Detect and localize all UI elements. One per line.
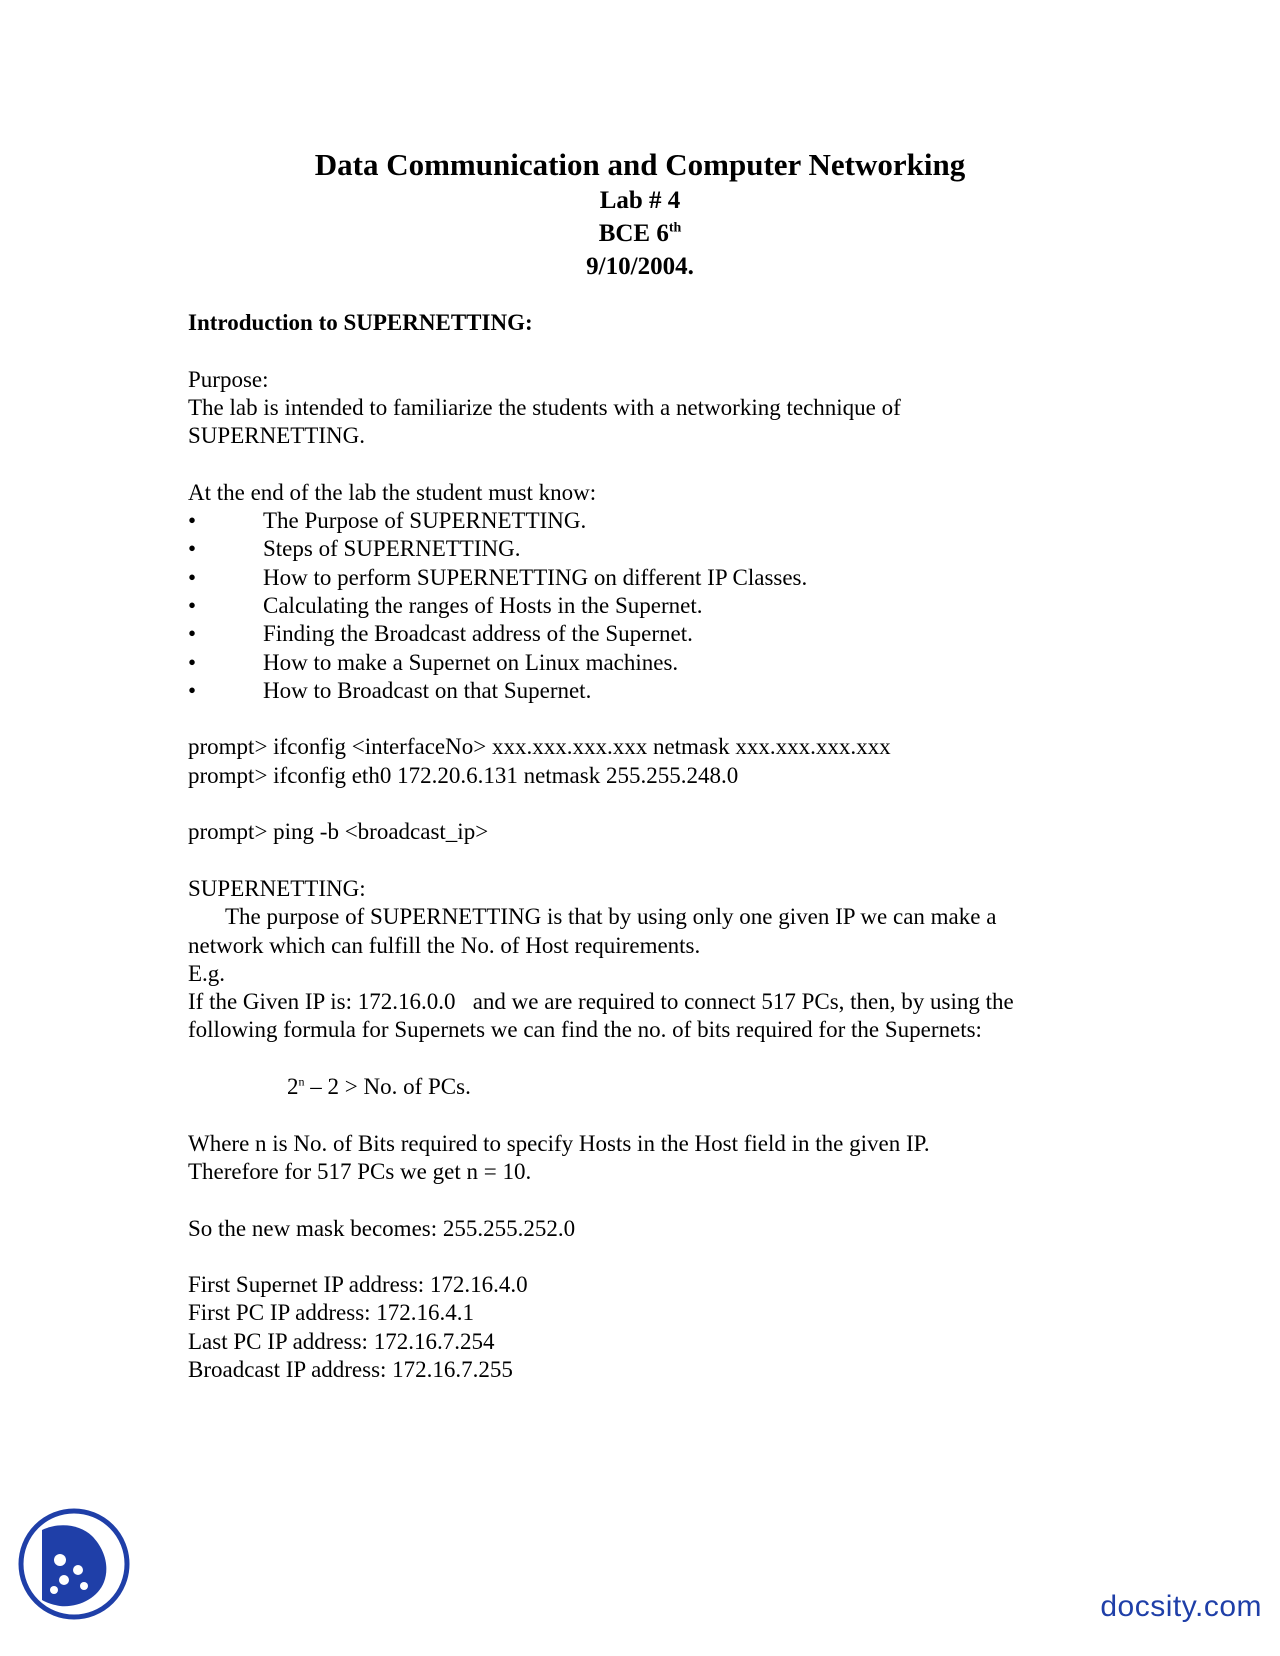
- supernetting-label: SUPERNETTING:: [188, 875, 366, 901]
- explanation-line: Where n is No. of Bits required to specify Hosts in the Host field in the given IP.: [188, 1130, 930, 1156]
- docsity-logo-icon: [18, 1508, 130, 1620]
- bullet-icon: •: [188, 564, 197, 590]
- bullet-icon: •: [188, 508, 197, 534]
- lab-number: Lab # 4: [599, 187, 681, 214]
- example-label: E.g.: [188, 960, 226, 986]
- course-superscript: th: [668, 220, 682, 236]
- objectives-lead: At the end of the lab the student must know:: [188, 479, 597, 505]
- docsity-brand-link[interactable]: docsity.com: [1100, 1590, 1262, 1623]
- objective-item: [188, 535, 1108, 563]
- objective-item: [188, 564, 1108, 592]
- spacer: [188, 1045, 1108, 1073]
- spacer: [188, 1243, 1108, 1271]
- objective-text: Finding the Broadcast address of the Supernet.: [263, 621, 693, 647]
- document-title: Data Communication and Computer Networking: [314, 147, 966, 182]
- spacer: [188, 450, 1108, 478]
- objective-item: [188, 592, 1108, 620]
- example-text-line: following formula for Supernets we can find the no. of bits required for the Supernets:: [188, 1017, 982, 1043]
- supernet-formula: [188, 1073, 1108, 1101]
- bullet-icon: •: [188, 592, 197, 618]
- objective-item: [188, 677, 1108, 705]
- document-header: [0, 146, 1280, 283]
- bullet-icon: •: [188, 536, 197, 562]
- objective-text: Steps of SUPERNETTING.: [263, 536, 521, 562]
- spacer: [188, 847, 1108, 875]
- explanation-line: Therefore for 517 PCs we get n = 10.: [188, 1158, 532, 1184]
- objective-text: How to make a Supernet on Linux machines.: [263, 649, 679, 675]
- supernetting-paragraph-line: The purpose of SUPERNETTING is that by using only one given IP we can make a: [225, 904, 997, 930]
- course-code: [0, 217, 1280, 250]
- example-text-line: If the Given IP is: 172.16.0.0 and we are required to connect 517 PCs, then, by using the: [188, 989, 1014, 1015]
- first-supernet-line: First Supernet IP address: 172.16.4.0: [188, 1272, 528, 1298]
- purpose-label: Purpose:: [188, 366, 269, 392]
- bullet-icon: •: [188, 621, 197, 647]
- objective-text: How to perform SUPERNETTING on different IP Classes.: [263, 564, 808, 590]
- spacer: [188, 337, 1108, 365]
- spacer: [188, 1186, 1108, 1214]
- objective-item: [188, 649, 1108, 677]
- ping-command: prompt> ping -b <broadcast_ip>: [188, 819, 489, 845]
- formula-rest: – 2 > No. of PCs.: [304, 1074, 471, 1100]
- ifconfig-example-command: prompt> ifconfig eth0 172.20.6.131 netmask 255.255.248.0: [188, 762, 739, 788]
- broadcast-line: Broadcast IP address: 172.16.7.255: [188, 1356, 513, 1382]
- new-mask-line: So the new mask becomes: 255.255.252.0: [188, 1215, 576, 1241]
- formula-exponent: n: [298, 1074, 305, 1089]
- bullet-icon: •: [188, 677, 197, 703]
- bullet-icon: •: [188, 649, 197, 675]
- objective-item: [188, 620, 1108, 648]
- objective-text: The Purpose of SUPERNETTING.: [263, 508, 587, 534]
- document-body: [188, 309, 1108, 1384]
- supernetting-paragraph-line: network which can fulfill the No. of Host requirements.: [188, 932, 701, 958]
- formula-base: 2: [287, 1074, 299, 1100]
- objective-item: [188, 507, 1108, 535]
- spacer: [188, 1101, 1108, 1129]
- ifconfig-syntax-command: prompt> ifconfig <interfaceNo> xxx.xxx.xxx.xxx netmask xxx.xxx.xxx.xxx: [188, 734, 891, 760]
- objective-text: Calculating the ranges of Hosts in the Supernet.: [263, 592, 703, 618]
- course-name: BCE 6: [598, 220, 669, 247]
- purpose-text-line: SUPERNETTING.: [188, 423, 365, 449]
- lab-date: 9/10/2004.: [586, 253, 694, 280]
- first-pc-line: First PC IP address: 172.16.4.1: [188, 1300, 475, 1326]
- purpose-text-line: The lab is intended to familiarize the students with a networking technique of: [188, 394, 901, 420]
- objective-text: How to Broadcast on that Supernet.: [263, 677, 592, 703]
- spacer: [188, 705, 1108, 733]
- intro-heading: Introduction to SUPERNETTING:: [188, 310, 533, 335]
- spacer: [188, 790, 1108, 818]
- last-pc-line: Last PC IP address: 172.16.7.254: [188, 1328, 495, 1354]
